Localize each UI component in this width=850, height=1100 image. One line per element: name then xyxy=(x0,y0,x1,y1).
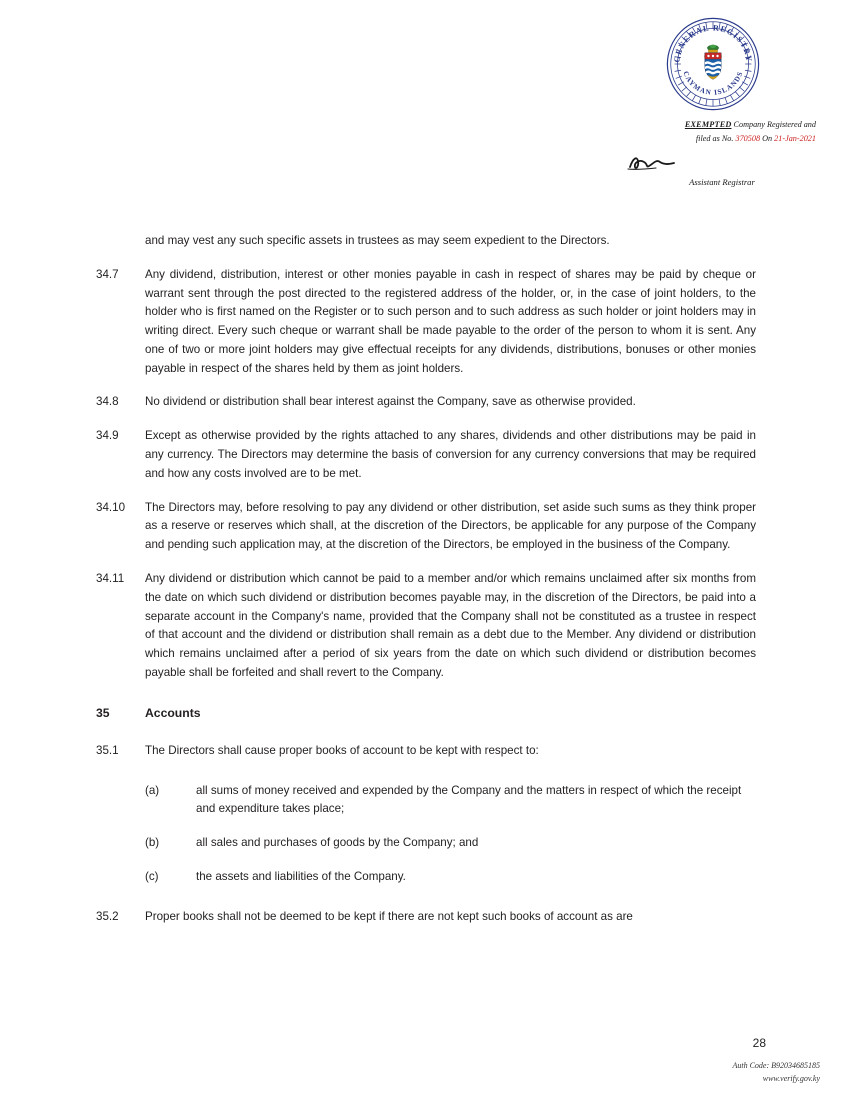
stamp-registration-number: 370508 xyxy=(735,133,761,143)
sub-item-marker: (a) xyxy=(145,783,160,797)
clause-34-9 xyxy=(96,427,756,483)
clause-text: Any dividend, distribution, interest or other monies payable in cash in respect of shares may be paid by cheque or warrant sent through the post directed to the registered address of the holder, or, in the case of joint holders, to the holder who is first named on the Register or to such person and to such address as such holder or joint holders may in writing direct. Every such cheque or warrant shall be made payable to the order of the person to whom it is sent. Any one of two or more joint holders may give effectual receipts for any dividends, distributions, bonuses or other monies payable in respect of the shares held by them as joint holders. xyxy=(145,267,756,375)
stamp-line-1 xyxy=(608,118,816,132)
clause-text: Except as otherwise provided by the rights attached to any shares, dividends and other distributions may be paid in any currency. The Directors may determine the basis of conversion for any currency conversions that may be required and how any costs involved are to be met. xyxy=(145,429,756,480)
document-body xyxy=(96,232,756,942)
clause-text: The Directors shall cause proper books of account to be kept with respect to: xyxy=(145,743,539,757)
clause-text: The Directors may, before resolving to pay any dividend or other distribution, set aside such sums as they think proper as a reserve or reserves which shall, at the discretion of the Directors, be applicable for any purpose of the Company and pending such application may, at the discretion of the Directors, be employed in the business of the Company. xyxy=(145,500,756,552)
stamp-on-label: On xyxy=(760,133,775,143)
sub-item-marker: (b) xyxy=(145,836,160,850)
sub-item-text: all sums of money received and expended by the Company and the matters in respect of which the receipt and expenditure takes place; xyxy=(196,783,742,816)
sub-item-text: the assets and liabilities of the Company. xyxy=(196,870,406,884)
auth-code: Auth Code: B92034685185 xyxy=(732,1061,820,1070)
stamp-filed-prefix: filed as No. xyxy=(695,133,736,143)
sub-item-a xyxy=(96,782,756,820)
section-title: Accounts xyxy=(145,705,201,720)
clause-text: Any dividend or distribution which cannot be paid to a member and/or which remains unclaimed after six months from the date on which such dividend or distribution becomes payable may, in the discretion of the Directors, be paid into a separate account in the Company's name, provided that the Company shall not be constituted as a trustee in respect of that account and the dividend or distribution shall remain as a debt due to the Member. Any dividend or distribution which remains unclaimed after a period of six years from the date on which such dividend or distribution becomes payable shall be forfeited and shall revert to the Company. xyxy=(145,571,756,679)
registration-stamp xyxy=(608,10,818,187)
stamp-text-lines xyxy=(608,118,818,145)
clause-number: 34.11 xyxy=(96,571,125,585)
sub-item-b xyxy=(96,834,756,853)
registrar-signature-icon xyxy=(608,153,818,175)
stamp-line-2 xyxy=(608,132,816,146)
assistant-registrar-label: Assistant Registrar xyxy=(689,177,755,188)
clause-34-7 xyxy=(96,266,756,379)
clause-number: 34.10 xyxy=(96,500,126,514)
clause-number: 35.1 xyxy=(96,743,119,757)
stamp-registration-date: 21-Jan-2021 xyxy=(774,133,816,143)
seal-top-arc-text: GENERAL REGISTRY xyxy=(672,23,754,63)
clause-number: 35.2 xyxy=(96,909,119,923)
sub-item-marker: (c) xyxy=(145,870,159,884)
clause-35-1 xyxy=(96,742,756,761)
seal-bottom-arc-text: CAYMAN ISLANDS xyxy=(681,70,745,97)
intro-paragraph xyxy=(96,232,756,251)
verify-url: www.verify.gov.ky xyxy=(762,1073,820,1083)
coat-of-arms-icon xyxy=(704,45,721,80)
clause-35-2 xyxy=(96,908,756,927)
footer-verification xyxy=(560,1060,820,1086)
clause-number: 34.9 xyxy=(96,429,119,443)
section-number: 35 xyxy=(96,705,110,720)
clause-text: Proper books shall not be deemed to be kept if there are not kept such books of account as are xyxy=(145,909,633,923)
general-registry-seal-icon xyxy=(665,16,761,112)
clause-text: No dividend or distribution shall bear interest against the Company, save as otherwise provided. xyxy=(145,395,636,409)
clause-34-11 xyxy=(96,570,756,683)
stamp-line1-text: Company Registered and xyxy=(731,120,816,129)
clause-number: 34.8 xyxy=(96,395,119,409)
section-heading-accounts xyxy=(96,704,756,722)
sub-item-c xyxy=(96,868,756,887)
clause-34-10 xyxy=(96,499,756,555)
sub-item-text: all sales and purchases of goods by the Company; and xyxy=(196,836,479,850)
intro-text: and may vest any such specific assets in trustees as may seem expedient to the Directors. xyxy=(145,234,610,247)
clause-number: 34.7 xyxy=(96,267,119,281)
stamp-exempted-label: EXEMPTED xyxy=(684,120,732,129)
clause-34-8 xyxy=(96,393,756,412)
page-number: 28 xyxy=(752,1036,766,1050)
